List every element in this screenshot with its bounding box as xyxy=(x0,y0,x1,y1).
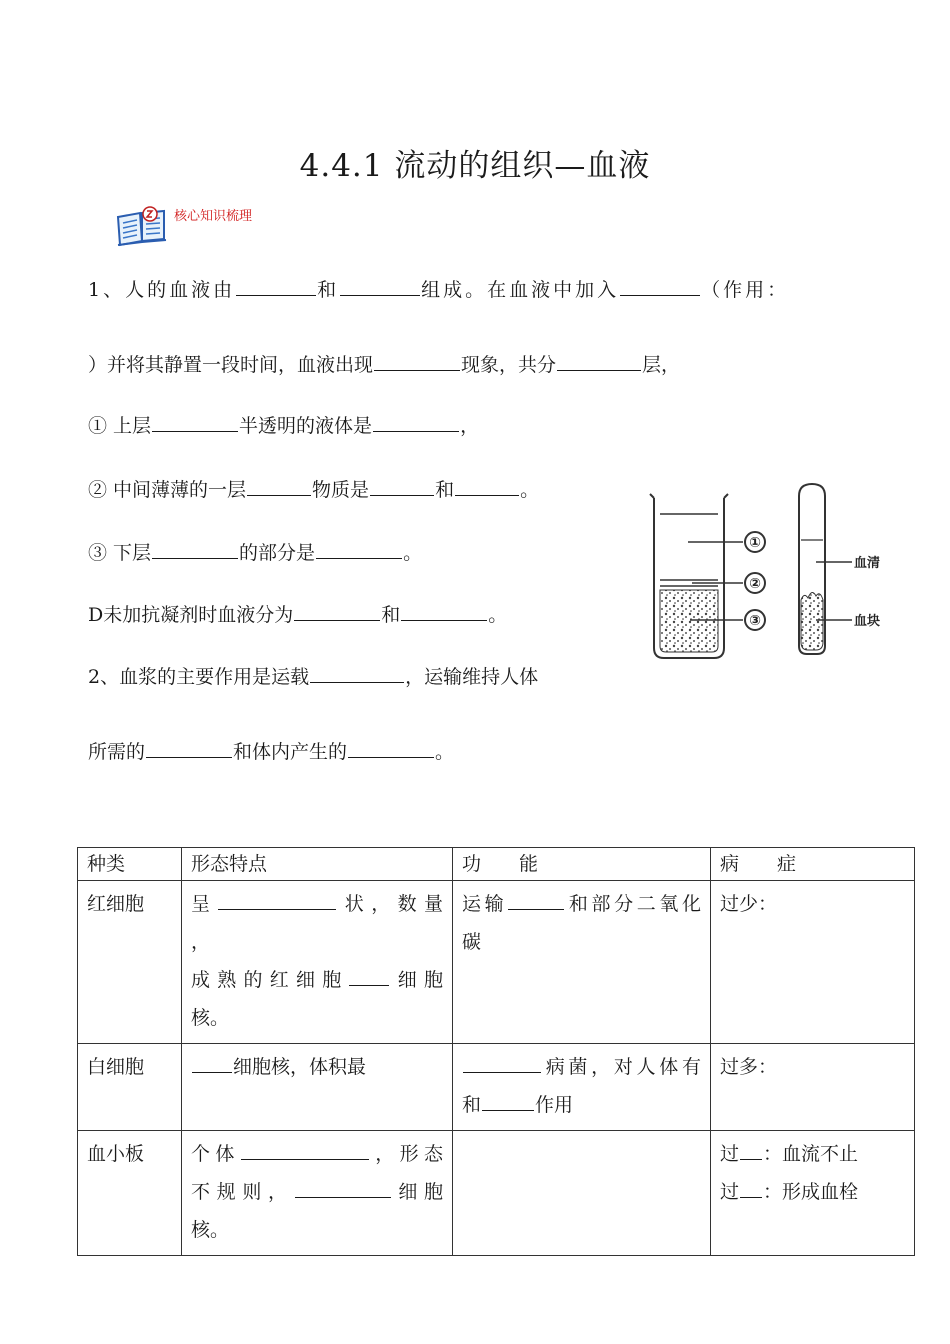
morph-line xyxy=(191,1135,443,1173)
morph-line: ， xyxy=(191,931,211,953)
serum-label: 血清 xyxy=(854,556,881,571)
text: 运输 xyxy=(462,893,508,915)
disease-line xyxy=(720,1173,905,1211)
q1-text: 物质是 xyxy=(312,479,370,501)
blank xyxy=(340,277,420,296)
text: 过 xyxy=(720,1181,740,1203)
book-icon xyxy=(114,205,170,249)
cell-disease xyxy=(711,1131,915,1256)
blank xyxy=(218,891,336,910)
cell-disease: 过多： xyxy=(711,1044,915,1131)
cell-type: 红细胞 xyxy=(78,881,182,1044)
blank xyxy=(401,602,487,621)
q1-line-1 xyxy=(88,277,789,303)
text: 和部分二氧化 xyxy=(565,893,701,915)
text: 状，数量 xyxy=(337,893,443,915)
label-1: ① xyxy=(749,535,761,551)
text: ：血流不止 xyxy=(763,1143,859,1165)
text: ，形态 xyxy=(369,1143,443,1165)
q1-upper-layer xyxy=(88,413,479,439)
header-cell: 病 症 xyxy=(711,848,915,881)
cell-type: 血小板 xyxy=(78,1131,182,1256)
blank xyxy=(740,1141,762,1160)
text: ：形成血栓 xyxy=(763,1181,859,1203)
clot-label: 血块 xyxy=(854,614,881,629)
cell-function xyxy=(453,881,711,1044)
text: 成熟的红细胞 xyxy=(191,969,349,991)
blank xyxy=(463,1054,541,1073)
table-row xyxy=(78,881,915,1044)
blank xyxy=(295,1179,391,1198)
table-row xyxy=(78,1044,915,1131)
q1-text: 半透明的液体是 xyxy=(239,415,373,437)
q1-text: 和 xyxy=(435,479,455,501)
clotted-tube xyxy=(799,484,880,654)
section-label: 核心知识梳理 xyxy=(174,209,253,224)
blank xyxy=(373,413,459,432)
blank xyxy=(192,1054,232,1073)
q2-text: ，运输维持人体 xyxy=(405,666,539,688)
q1-text: （作用： xyxy=(701,279,790,301)
cell-morphology xyxy=(182,1131,453,1256)
q1-text: ）并将其静置一段时间，血液出现 xyxy=(88,354,374,376)
header-cell: 功 能 xyxy=(453,848,711,881)
q1-text: 和 xyxy=(381,604,401,626)
disease-line xyxy=(720,1135,905,1173)
text: 过 xyxy=(720,1143,740,1165)
label-2: ② xyxy=(749,576,761,592)
text: 呈 xyxy=(191,893,218,915)
q1-text: 和 xyxy=(317,279,340,301)
morph-line: 核。 xyxy=(191,1007,230,1029)
blank xyxy=(316,540,402,559)
q1-text: 。 xyxy=(403,542,423,564)
q1-middle-layer xyxy=(88,477,539,503)
blank xyxy=(348,739,434,758)
q1-text: ③ 下层 xyxy=(88,542,152,564)
func-line: 碳 xyxy=(462,931,482,953)
text: 细胞 xyxy=(391,1181,443,1203)
q1-no-anticoagulant xyxy=(88,602,507,628)
q2-text: 2、血浆的主要作用是运载 xyxy=(88,666,310,688)
q1-text: 的部分是 xyxy=(239,542,316,564)
blank xyxy=(508,891,564,910)
q1-text: ， xyxy=(460,415,480,437)
q1-text: 层， xyxy=(642,354,681,376)
q1-text: 。 xyxy=(520,479,540,501)
cell-disease: 过少： xyxy=(711,881,915,1044)
func-line xyxy=(462,885,701,923)
blank xyxy=(557,352,641,371)
blank xyxy=(236,277,316,296)
text: 和 xyxy=(462,1094,482,1116)
q1-text: 。 xyxy=(488,604,508,626)
blank xyxy=(152,540,238,559)
q1-text: 1、人的血液由 xyxy=(88,279,236,301)
blood-cell-table xyxy=(77,847,915,1256)
cell-morphology xyxy=(182,1044,453,1131)
func-line xyxy=(462,1086,701,1124)
header-cell: 种类 xyxy=(78,848,182,881)
q2-line-2 xyxy=(88,739,454,765)
blank xyxy=(247,477,311,496)
q2-text: 。 xyxy=(435,741,455,763)
morph-line xyxy=(191,1173,443,1211)
blank xyxy=(310,664,404,683)
q2-text: 和体内产生的 xyxy=(233,741,348,763)
cell-morphology xyxy=(182,881,453,1044)
text: 细胞 xyxy=(390,969,443,991)
blank xyxy=(740,1179,762,1198)
text: 个体 xyxy=(191,1143,240,1165)
header-cell: 形态特点 xyxy=(182,848,453,881)
text: 细胞核，体积最 xyxy=(233,1056,367,1078)
q1-line-2 xyxy=(88,352,680,378)
q2-line-1 xyxy=(88,664,538,690)
text: 不规则， xyxy=(191,1181,294,1203)
q1-text: 现象，共分 xyxy=(461,354,557,376)
blank xyxy=(152,413,238,432)
text: 作用 xyxy=(535,1094,574,1116)
func-line xyxy=(462,1048,701,1086)
table-row xyxy=(78,1131,915,1256)
anticoagulated-tube xyxy=(650,494,765,658)
blank xyxy=(620,277,700,296)
q1-lower-layer xyxy=(88,540,422,566)
q2-text: 所需的 xyxy=(88,741,146,763)
label-3: ③ xyxy=(749,613,761,629)
blank xyxy=(146,739,232,758)
q1-text: 组成。在血液中加入 xyxy=(421,279,620,301)
page-title: 4.4.1 流动的组织—血液 xyxy=(299,148,651,184)
blank xyxy=(241,1141,369,1160)
text: 病菌，对人体有 xyxy=(542,1056,701,1078)
blank xyxy=(374,352,460,371)
table-header-row xyxy=(78,848,915,881)
blank xyxy=(294,602,380,621)
cell-type: 白细胞 xyxy=(78,1044,182,1131)
blank xyxy=(455,477,519,496)
blank xyxy=(482,1092,534,1111)
blank xyxy=(349,967,389,986)
blank xyxy=(370,477,434,496)
q1-text: D未加抗凝剂时血液分为 xyxy=(88,604,294,626)
morph-line xyxy=(191,885,443,923)
q1-text: ② 中间薄薄的一层 xyxy=(88,479,247,501)
morph-line: 核。 xyxy=(191,1219,230,1241)
morph-line xyxy=(191,961,443,999)
cell-function xyxy=(453,1044,711,1131)
test-tube-figure xyxy=(640,476,900,666)
cell-function xyxy=(453,1131,711,1256)
q1-text: ① 上层 xyxy=(88,415,152,437)
